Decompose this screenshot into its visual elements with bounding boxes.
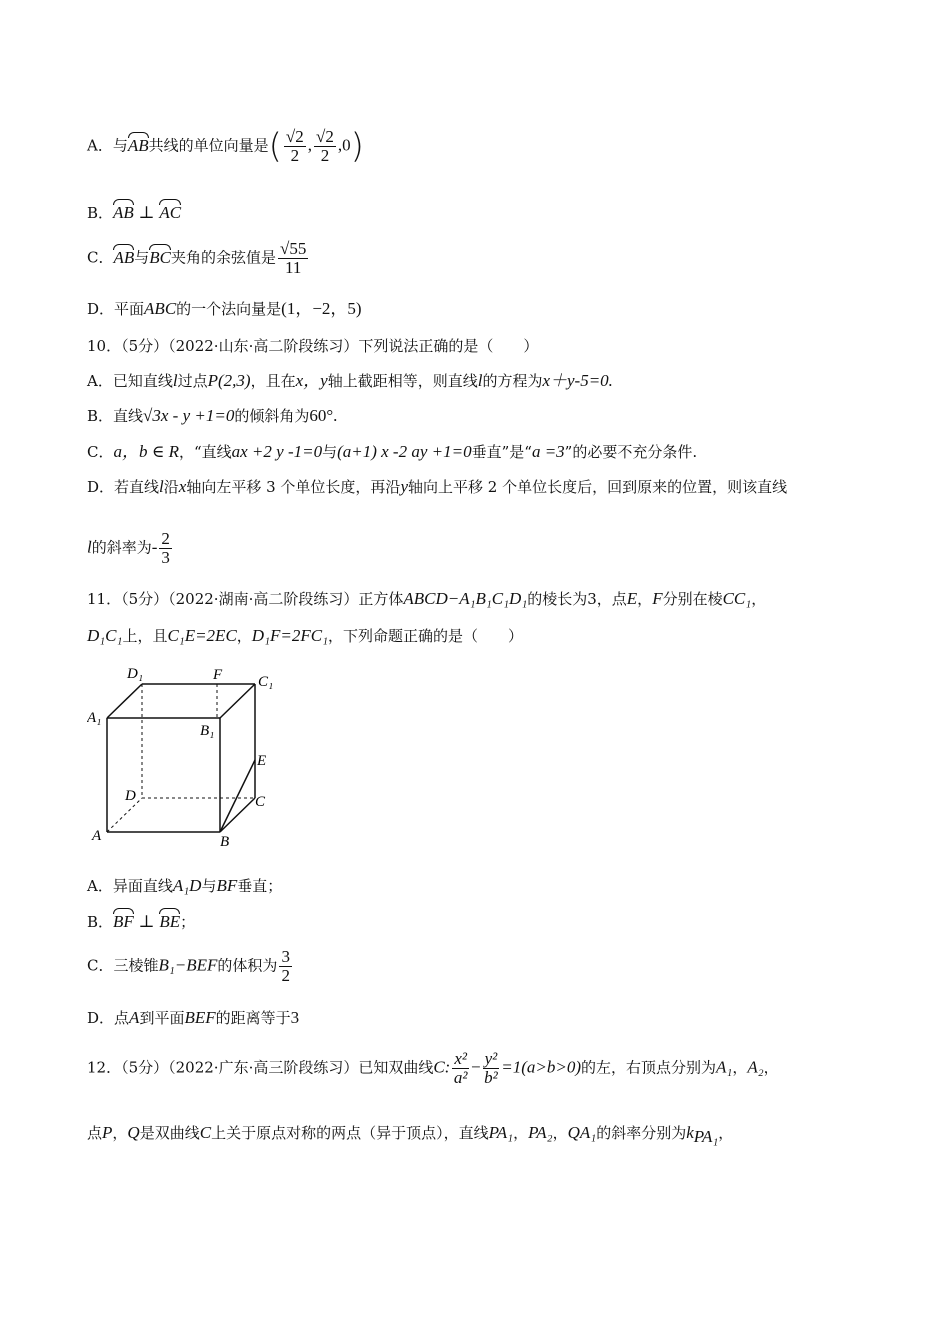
denominator: 11 xyxy=(285,258,302,277)
text: 的斜率分别为 xyxy=(596,1124,687,1142)
label-d: D xyxy=(125,788,136,804)
q11-header xyxy=(87,588,766,610)
question-header: 12．（5分）（2022·广东·高三阶段练习）已知双曲线 xyxy=(87,1058,434,1077)
text: 的体积为 xyxy=(217,956,278,975)
condition: a =3 xyxy=(531,442,565,461)
right-paren: ) xyxy=(350,126,364,167)
label-a1: A₁ xyxy=(87,710,102,726)
denominator: a² xyxy=(453,1068,468,1087)
vertex-a2: A₂ xyxy=(747,1057,764,1077)
line-l: l xyxy=(87,537,92,557)
edge-bc xyxy=(220,798,255,832)
label-a: A xyxy=(92,828,102,844)
q10-option-b xyxy=(87,405,337,427)
normal-vector: (1，−2，5) xyxy=(281,299,362,318)
text: 的方程为 xyxy=(482,372,543,390)
question-header: 11．（5分）（2022·湖南·高二阶段练习）正方体 xyxy=(87,590,404,608)
point-f: F xyxy=(652,589,663,608)
q10-option-d-cont xyxy=(87,530,174,567)
text: ， xyxy=(718,1124,734,1142)
vector-ab: AB xyxy=(113,247,135,267)
vector-bf: BF xyxy=(113,912,134,931)
option-label: B． xyxy=(87,204,114,222)
label-b1: B₁ xyxy=(200,723,215,739)
perp-symbol: ⊥ xyxy=(138,203,155,222)
text: 与 xyxy=(112,136,128,155)
vector-ab: AB xyxy=(127,135,149,155)
option-label: D． xyxy=(87,478,115,496)
q10-option-a xyxy=(87,370,613,392)
text: ，下列命题正确的是（ ） xyxy=(327,627,523,645)
line-bf: BF xyxy=(216,876,238,895)
text: 的一个法向量是 xyxy=(176,300,282,318)
text: 与 xyxy=(322,443,338,461)
text: ”的必要不充分条件. xyxy=(564,443,698,461)
text: 轴向上平移 2 个单位长度后，回到原来的位置，则该直线 xyxy=(407,478,788,496)
q9-option-a: A．与AB共线的单位向量是( $\frac{√2}{2}$ , $\frac{√2}{2}$ ,0) xyxy=(87,126,364,167)
fraction xyxy=(452,1050,469,1087)
line-l: l xyxy=(477,371,483,390)
numerator: x² xyxy=(454,1049,467,1068)
pyramid: B₁−BEF xyxy=(158,955,218,975)
edge: D₁C₁ xyxy=(87,626,123,645)
denominator: b² xyxy=(484,1068,498,1087)
sign: - xyxy=(151,537,158,557)
text: 共线的单位向量是 xyxy=(148,136,269,155)
equation: =1(a>b>0) xyxy=(501,1057,581,1077)
angle: 60°. xyxy=(309,406,338,425)
text: ， xyxy=(236,627,252,645)
text: 的距离等于 xyxy=(215,1009,291,1027)
text: 与 xyxy=(134,248,150,267)
equation: √3x - y +1=0 xyxy=(143,406,235,425)
text: 轴上截距相等，则直线 xyxy=(327,372,478,390)
q10-header: 10．（5分）（2022·山东·高二阶段练习）下列说法正确的是（ ） xyxy=(87,337,539,355)
text: ， xyxy=(763,1058,779,1077)
text: 垂直； xyxy=(237,877,283,895)
plane-name: ABC xyxy=(144,299,177,318)
line-a1d: A₁D xyxy=(172,876,202,895)
text: 轴向左平移 3 个单位长度，再沿 xyxy=(186,478,401,496)
label-b: B xyxy=(220,834,230,848)
option-label: A． xyxy=(87,136,113,155)
text: ， xyxy=(112,1124,128,1142)
curve-name: C: xyxy=(433,1057,451,1077)
text: 是双曲线 xyxy=(139,1124,200,1142)
text: ， xyxy=(513,1124,529,1142)
distance-value: 3 xyxy=(290,1008,300,1027)
text: 过点 xyxy=(177,372,208,390)
option-label: D． xyxy=(87,1009,115,1027)
text: 分别在棱 xyxy=(662,590,723,608)
perp-symbol: ⊥ xyxy=(138,912,155,931)
value: 0 xyxy=(342,135,351,155)
slope-k: k xyxy=(686,1123,694,1142)
point-p: P(2,3) xyxy=(207,371,251,390)
text: 点 xyxy=(114,1009,130,1027)
cube-name: ABCD−A₁B₁C₁D₁ xyxy=(403,589,528,608)
q11-option-a xyxy=(87,875,282,897)
numerator: 3 xyxy=(281,947,290,966)
text: 的倾斜角为 xyxy=(234,407,310,425)
fraction xyxy=(483,1050,500,1087)
option-label: D． xyxy=(87,300,115,318)
numerator: y² xyxy=(484,1049,498,1068)
q11-option-b xyxy=(87,911,195,933)
fraction xyxy=(284,128,306,165)
equation: (a+1) x -2 ay +1=0 xyxy=(337,442,472,461)
q12-line2 xyxy=(87,1122,733,1148)
variables: a，b ∈ R xyxy=(113,442,179,461)
label-f: F xyxy=(213,667,223,683)
label-c1: C₁ xyxy=(258,674,274,690)
denominator: 2 xyxy=(281,966,290,985)
minus: − xyxy=(471,1057,481,1077)
edge-b1c1 xyxy=(220,684,255,718)
relation: D₁F=2FC₁ xyxy=(251,626,328,645)
curve-c: C xyxy=(199,1123,212,1142)
vector-bc: BC xyxy=(149,247,172,267)
text: 上关于原点对称的两点（异于顶点），直线 xyxy=(211,1124,489,1142)
fraction xyxy=(278,240,308,277)
text: ， xyxy=(751,590,767,608)
option-label: C． xyxy=(87,443,114,461)
numerator: √55 xyxy=(280,239,307,258)
point-p: P xyxy=(102,1123,113,1142)
point-e: E xyxy=(626,589,638,608)
numerator: √2 xyxy=(316,127,334,146)
cube-figure xyxy=(87,658,287,848)
segment-be xyxy=(220,760,255,832)
option-label: C． xyxy=(87,956,114,975)
q9-option-c xyxy=(87,240,310,277)
line-l: l xyxy=(159,477,164,496)
vector-ab: AB xyxy=(113,203,134,222)
line-pa2: PA₂ xyxy=(528,1123,553,1142)
text: 已知直线 xyxy=(112,372,173,390)
edge: CC₁ xyxy=(722,589,752,608)
text: ， xyxy=(637,590,653,608)
plane-bef: BEF xyxy=(184,1008,216,1027)
q11-header-line2 xyxy=(87,625,523,647)
left-paren: ( xyxy=(268,126,282,167)
option-label: C． xyxy=(87,248,114,267)
text: 平面 xyxy=(114,300,145,318)
text: 沿 xyxy=(163,478,179,496)
fraction xyxy=(279,948,292,985)
slope-subscript: PA₁ xyxy=(693,1127,719,1146)
line-qa1: QA₁ xyxy=(567,1123,597,1142)
label-e: E xyxy=(257,753,267,769)
denominator: 2 xyxy=(290,146,300,165)
x-var: x xyxy=(178,477,187,496)
point-q: Q xyxy=(127,1123,140,1142)
relation: C₁E=2EC xyxy=(167,626,237,645)
label-d1: D₁ xyxy=(127,666,144,682)
line-l: l xyxy=(172,371,178,390)
option-label: A． xyxy=(87,877,113,895)
vector-ac: AC xyxy=(159,203,182,222)
equation: x＋y-5=0. xyxy=(542,371,613,390)
text: 三棱锥 xyxy=(113,956,159,975)
q10-option-c xyxy=(87,441,697,463)
q11-option-c xyxy=(87,948,294,985)
vertex-a1: A₁ xyxy=(716,1057,733,1077)
option-label: B． xyxy=(87,407,114,425)
q11-option-d xyxy=(87,1007,299,1029)
text: ， xyxy=(552,1124,568,1142)
denominator: 3 xyxy=(161,548,170,567)
y-var: y xyxy=(400,477,408,496)
line-pa1: PA₁ xyxy=(488,1123,514,1142)
numerator: 2 xyxy=(161,529,170,548)
text: 夹角的余弦值是 xyxy=(171,248,277,267)
edge-a1d1 xyxy=(107,684,142,718)
axes: x，y xyxy=(295,371,328,390)
equation: ax +2 y -1=0 xyxy=(231,442,323,461)
text: 垂直”是“ xyxy=(471,443,532,461)
text: ，且在 xyxy=(250,372,296,390)
text: ； xyxy=(180,913,196,931)
text: 的左，右顶点分别为 xyxy=(581,1058,717,1077)
text: 的棱长为3，点 xyxy=(527,590,627,608)
text: 到平面 xyxy=(139,1009,185,1027)
text: 若直线 xyxy=(114,478,160,496)
option-label: B． xyxy=(87,913,114,931)
text: 与 xyxy=(201,877,217,895)
text: 异面直线 xyxy=(112,877,173,895)
option-label: A． xyxy=(87,372,113,390)
label-c: C xyxy=(255,794,266,810)
text: 上，且 xyxy=(122,627,168,645)
fraction xyxy=(159,530,172,567)
point-a: A xyxy=(129,1008,140,1027)
text: 直线 xyxy=(113,407,144,425)
q12-header xyxy=(87,1050,779,1087)
text: 点 xyxy=(87,1124,103,1142)
q10-option-d xyxy=(87,476,787,498)
q9-option-d xyxy=(87,298,362,320)
numerator: √2 xyxy=(285,127,304,146)
denominator: 2 xyxy=(320,146,330,165)
q9-option-b xyxy=(87,202,181,224)
text: ，“直线 xyxy=(178,443,232,461)
text: ， xyxy=(732,1058,748,1077)
vector-be: BE xyxy=(159,912,181,931)
fraction xyxy=(314,128,336,165)
text: 的斜率为 xyxy=(91,538,152,557)
